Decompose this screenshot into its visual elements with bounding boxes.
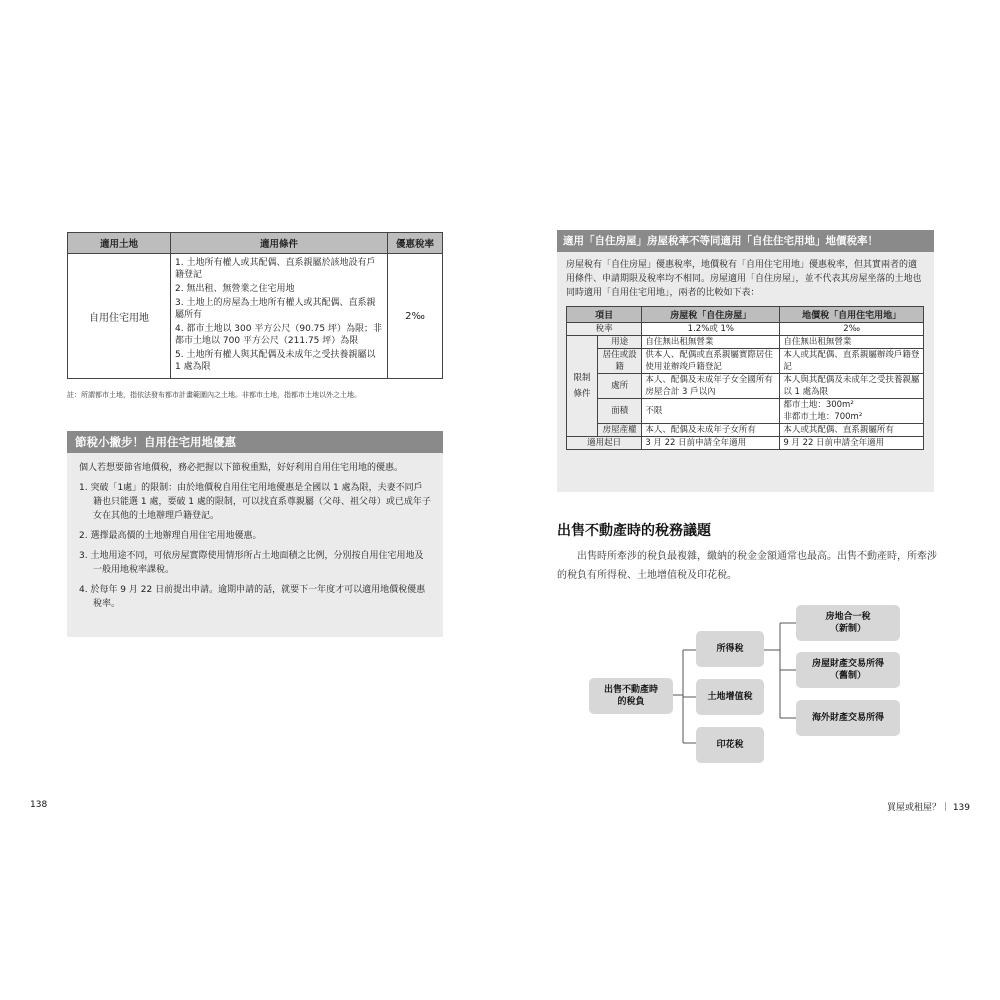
- apply-label: 適用起日: [567, 437, 642, 450]
- rate-label: 稅率: [567, 323, 642, 336]
- header-item: 項目: [567, 307, 642, 323]
- table-note: 註：所謂都市土地，指依法發布都市計畫範圍內之土地。非都市土地，指都市土地以外之土地。: [67, 391, 361, 399]
- rate-cell: 2‰: [388, 254, 443, 379]
- row-house: 供本人、配偶或直系親屬實際居住使用並辦竣戶籍登記: [642, 349, 780, 374]
- tax-box-intro: 房屋稅有「自住房屋」優惠稅率，地價稅有「自用住宅用地」優惠稅率，但其實兩者的適用條件、申請期限及稅率均不相同。房屋適用「自住房屋」，並不代表其房屋坐落的土地也同時適用「自用住宅用地」，兩者的比較如下表：: [566, 260, 922, 298]
- land-type-cell: 自用住宅用地: [68, 254, 171, 379]
- section-title: 出售不動產時的稅務議題: [557, 523, 711, 539]
- header-house: 房屋稅「自住房屋」: [642, 307, 780, 323]
- tip-intro: 個人若想要節省地價稅，務必把握以下節稅重點，好好利用自用住宅用地的優惠。: [79, 463, 404, 473]
- page-number-right: 買屋或租屋？｜ 139: [886, 803, 970, 813]
- tip-box-title: 節稅小撇步！自用住宅用地優惠: [67, 431, 443, 453]
- tip-item: 1. 突破「1處」的限制：由於地價稅自用住宅用地優惠是全國以 1 處為限，夫妻不同戶籍也只能選 1 處，要破 1 處的限制，可以找直系尊親屬（父母、祖父母）或已成年子女在其他的土地辦理戶籍登記。: [79, 483, 431, 521]
- row-house: 不限: [642, 399, 780, 424]
- condition-item: 2. 無出租、無營業之住宅用地: [175, 284, 295, 294]
- header-condition: 適用條件: [171, 233, 388, 254]
- condition-item: 3. 土地上的房屋為土地所有權人或其配偶、直系親屬所有: [175, 298, 376, 320]
- stamp-tax-node: 印花稅: [696, 727, 764, 763]
- row-house: 本人、配偶及未成年子女所有: [642, 424, 780, 437]
- row-label: 面積: [598, 399, 642, 424]
- row-label: 用途: [598, 336, 642, 349]
- income-tax-node: 所得稅: [696, 631, 764, 667]
- row-label: 居住或設籍: [598, 349, 642, 374]
- header-land: 地價稅「自用住宅用地」: [780, 307, 924, 323]
- rate-land: 2‰: [780, 323, 924, 336]
- tip-item: 3. 土地用途不同，可依房屋實際使用情形所占土地面積之比例，分別按自用住宅用地及一般用地稅率課稅。: [79, 551, 424, 575]
- section-paragraph: 出售時所牽涉的稅負最複雜，繳納的稅金金額通常也最高。出售不動產時，所牽涉的稅負有所得稅、土地增值稅及印花稅。: [557, 551, 937, 581]
- new-system-node: 房地合一稅 （新制）: [796, 605, 900, 641]
- diagram-root-node: 出售不動產時 的稅負: [589, 678, 673, 714]
- rate-house: 1.2%或 1%: [642, 323, 780, 336]
- overseas-node: 海外財產交易所得: [796, 700, 900, 736]
- row-land: 本人與其配偶及未成年之受扶養親屬以 1 處為限: [780, 374, 924, 399]
- row-land: 都市土地：300m² 非都市土地：700m²: [780, 399, 924, 424]
- condition-item: 5. 土地所有權人與其配偶及未成年之受扶養親屬以 1 處為限: [175, 350, 376, 372]
- row-house: 本人、配偶及未成年子女全國所有房屋合計 3 戶以內: [642, 374, 780, 399]
- apply-house: 3 月 22 日前申請全年適用: [642, 437, 780, 450]
- row-label: 房屋產權: [598, 424, 642, 437]
- header-rate: 優惠稅率: [388, 233, 443, 254]
- row-land: 本人或其配偶、直系親屬辦竣戶籍登記: [780, 349, 924, 374]
- row-land: 本人或其配偶、直系親屬所有: [780, 424, 924, 437]
- apply-land: 9 月 22 日前申請全年適用: [780, 437, 924, 450]
- cond-group-label: 限制條件: [567, 336, 598, 437]
- row-label: 處所: [598, 374, 642, 399]
- old-system-node: 房屋財產交易所得 （舊制）: [796, 652, 900, 688]
- tip-item: 2. 選擇最高價的土地辦理自用住宅用地優惠。: [79, 531, 262, 541]
- land-value-tax-node: 土地增值稅: [696, 679, 764, 715]
- condition-item: 1. 土地所有權人或其配偶、直系親屬於該地設有戶籍登記: [175, 258, 376, 280]
- condition-item: 4. 都市土地以 300 平方公尺（90.75 坪）為限；非都市土地以 700 平方公尺（211.75 坪）為限: [175, 324, 382, 346]
- row-house: 自住無出租無營業: [642, 336, 780, 349]
- header-land: 適用土地: [68, 233, 171, 254]
- row-land: 自住無出租無營業: [780, 336, 924, 349]
- tax-box-title: 適用「自住房屋」房屋稅率不等同適用「自住住宅用地」地價稅率！: [557, 230, 934, 252]
- page-number-left: 138: [30, 800, 48, 810]
- tip-item: 4. 於每年 9 月 22 日前提出申請。逾期申請的話，就要下一年度才可以適用地價稅優惠稅率。: [79, 585, 426, 609]
